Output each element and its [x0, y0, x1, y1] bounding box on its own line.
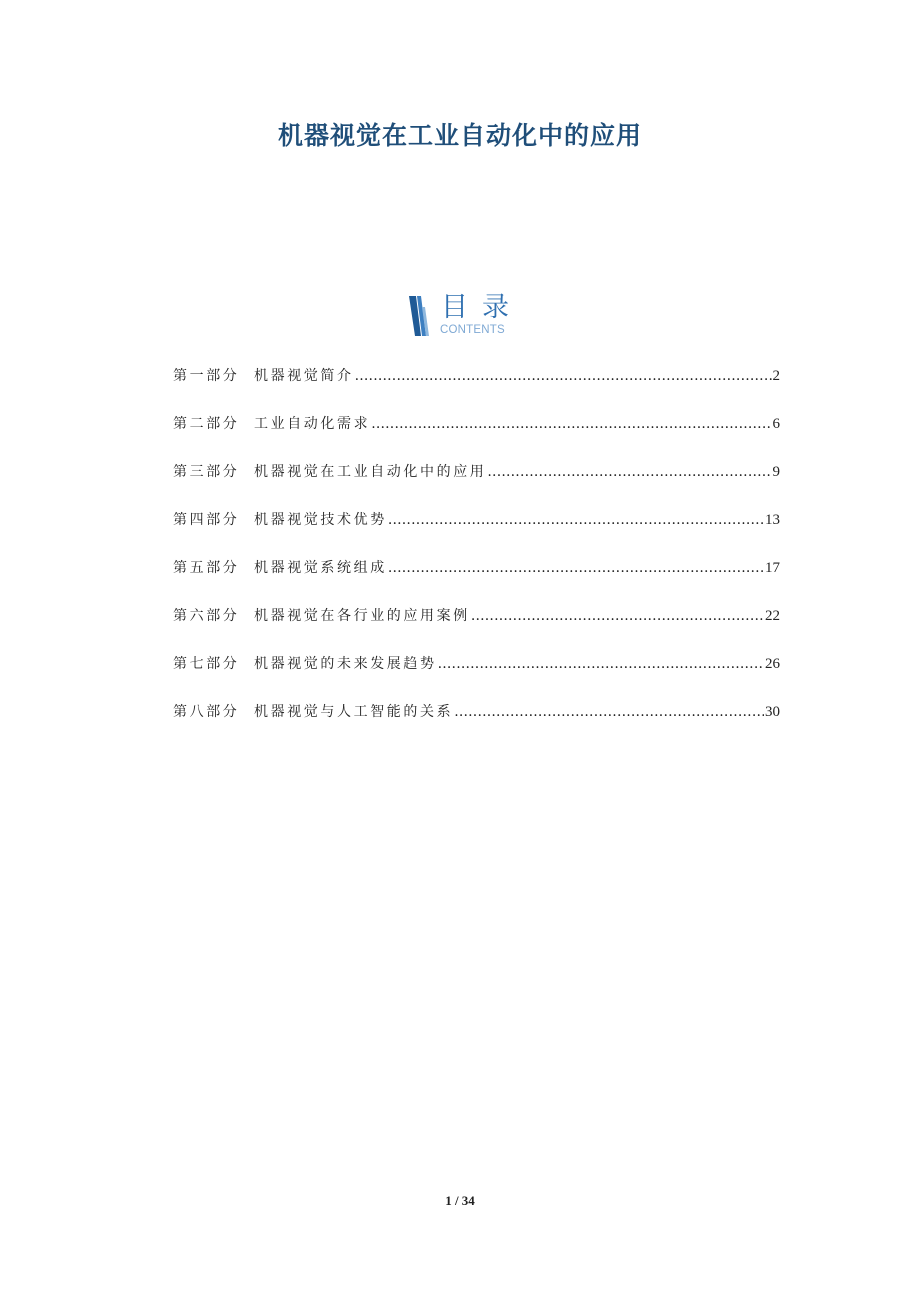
toc-entry-title[interactable]: 机器视觉技术优势 [254, 512, 387, 528]
toc-entry-page[interactable]: 9 [772, 464, 780, 480]
toc-entry-title[interactable]: 机器视觉在工业自动化中的应用 [254, 464, 487, 480]
toc-entry-8[interactable] [173, 702, 780, 750]
toc-entry-title[interactable]: 工业自动化需求 [254, 416, 371, 432]
toc-entry-title[interactable]: 机器视觉系统组成 [254, 560, 387, 576]
toc-entry-1[interactable] [173, 366, 780, 414]
toc-entry-part: 第五部分 [173, 560, 240, 576]
toc-entry-6[interactable] [173, 606, 780, 654]
toc-entry-part: 第二部分 [173, 416, 240, 432]
toc-entry-title[interactable]: 机器视觉与人工智能的关系 [254, 704, 454, 720]
toc-entry-5[interactable] [173, 558, 780, 606]
toc-entry-2[interactable] [173, 414, 780, 462]
toc-dot-leader [388, 510, 764, 530]
toc-subheading: CONTENTS [440, 324, 505, 336]
toc-entry-page[interactable]: 22 [765, 608, 780, 624]
toc-entry-part: 第四部分 [173, 512, 240, 528]
toc-dot-leader [355, 366, 772, 386]
toc-entry-page[interactable]: 26 [765, 656, 780, 672]
toc-entry-page[interactable]: 17 [765, 560, 780, 576]
toc-entry-title[interactable]: 机器视觉简介 [254, 368, 354, 384]
toc-entry-page[interactable]: 2 [772, 368, 780, 384]
toc-dot-leader [487, 462, 771, 482]
toc-header [406, 292, 526, 340]
toc-entry-part: 第八部分 [173, 704, 240, 720]
toc-entry-title[interactable]: 机器视觉在各行业的应用案例 [254, 608, 470, 624]
toc-entry-3[interactable] [173, 462, 780, 510]
book-stripes-icon [408, 295, 434, 337]
toc-entry-part: 第七部分 [173, 656, 240, 672]
toc-entry-title[interactable]: 机器视觉的未来发展趋势 [254, 656, 437, 672]
table-of-contents [173, 366, 780, 750]
document-title: 机器视觉在工业自动化中的应用 [277, 121, 642, 150]
toc-entry-4[interactable] [173, 510, 780, 558]
toc-entry-page[interactable]: 13 [765, 512, 780, 528]
toc-dot-leader [371, 414, 771, 434]
toc-entry-7[interactable] [173, 654, 780, 702]
toc-entry-page[interactable]: 6 [772, 416, 780, 432]
toc-dot-leader [454, 702, 764, 722]
toc-dot-leader [438, 654, 764, 674]
toc-entry-part: 第六部分 [173, 608, 240, 624]
toc-entry-page[interactable]: 30 [765, 704, 780, 720]
toc-dot-leader [388, 558, 764, 578]
toc-entry-part: 第一部分 [173, 368, 240, 384]
toc-entry-part: 第三部分 [173, 464, 240, 480]
toc-dot-leader [471, 606, 764, 626]
toc-heading: 目录 [441, 292, 523, 323]
page-indicator: 1 / 34 [445, 1193, 475, 1208]
